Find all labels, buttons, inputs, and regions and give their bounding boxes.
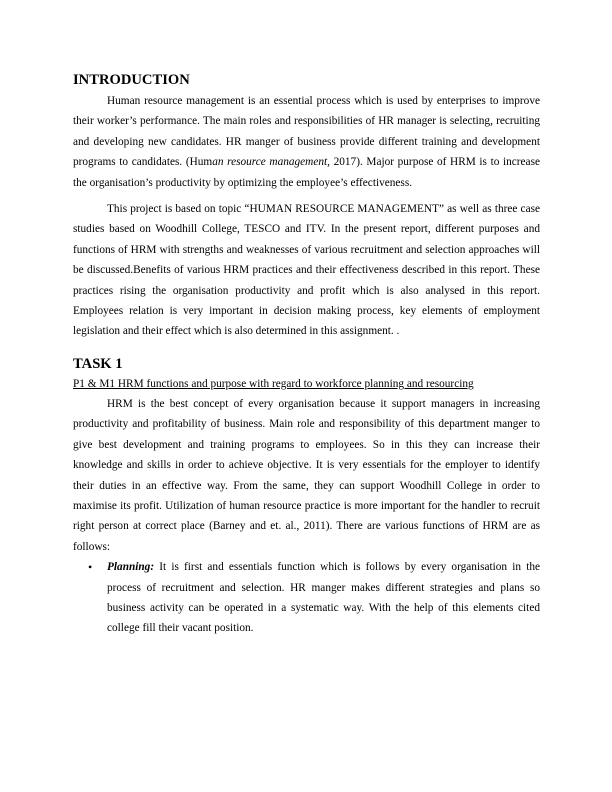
- intro-p1-text-a: Human resource management is an essential process which is used by enterprises to improve their worker’s performance. The main roles and responsibilities of HR manager is selecting, recruiting and developing new candidates. HR manger of business provide different training and development programs to candidates. (Hum: [73, 95, 540, 169]
- introduction-paragraph-2: This project is based on topic “HUMAN RESOURCE MANAGEMENT” as well as three case studies based on Woodhill College, TESCO and ITV. In the present report, different purposes and functions of HRM with strengths and weaknesses of various recruitment and selection approaches will be discussed.Benefits of various HRM practices and their effectiveness described in this report. These practices rising the organisation productivity and profit which is also analysed in this report. Employees relation is very important in decision making process, key elements of employment legislation and their effect which is also determined in this assignment. .: [73, 203, 540, 338]
- introduction-heading: INTRODUCTION: [73, 72, 190, 88]
- introduction-paragraph-1: [73, 91, 540, 193]
- task1-subheading: P1 & M1 HRM functions and purpose with regard to workforce planning and resourcing: [73, 377, 474, 390]
- task1-paragraph-1: HRM is the best concept of every organisation because it support managers in increasing productivity and profitability of business. Main role and responsibility of this department manger to give best development and training programs to employees. So in this they can increase their knowledge and skills in order to achieve objective. It is very essentials for the employer to identify their duties in an effective way. From the same, they can support Woodhill College in order to maximise its profit. Utilization of human resource practice is more important for the handler to recruit right person at correct place (Barney and et. al., 2011). There are various functions of HRM are as follows:: [73, 397, 540, 553]
- intro-p1-italic: an resource management: [212, 156, 328, 169]
- intro-p1-text-b: , 2017). Major purpose of HRM is to increase the organisation’s productivity by optimizing the employee’s effectiveness.: [73, 156, 540, 189]
- list-item: [88, 557, 540, 639]
- bullet-term: Planning:: [107, 561, 155, 574]
- document-page: [73, 70, 540, 639]
- bullet-icon: •: [88, 560, 93, 575]
- hrm-functions-list: [73, 557, 540, 639]
- task1-heading: TASK 1: [73, 355, 123, 372]
- bullet-text: It is first and essentials function which is follows by every organisation in the process of recruitment and selection. HR manger makes different strategies and plans so business activity can be operated in a systematic way. With the help of this elements cited college fill their vacant position.: [107, 561, 540, 635]
